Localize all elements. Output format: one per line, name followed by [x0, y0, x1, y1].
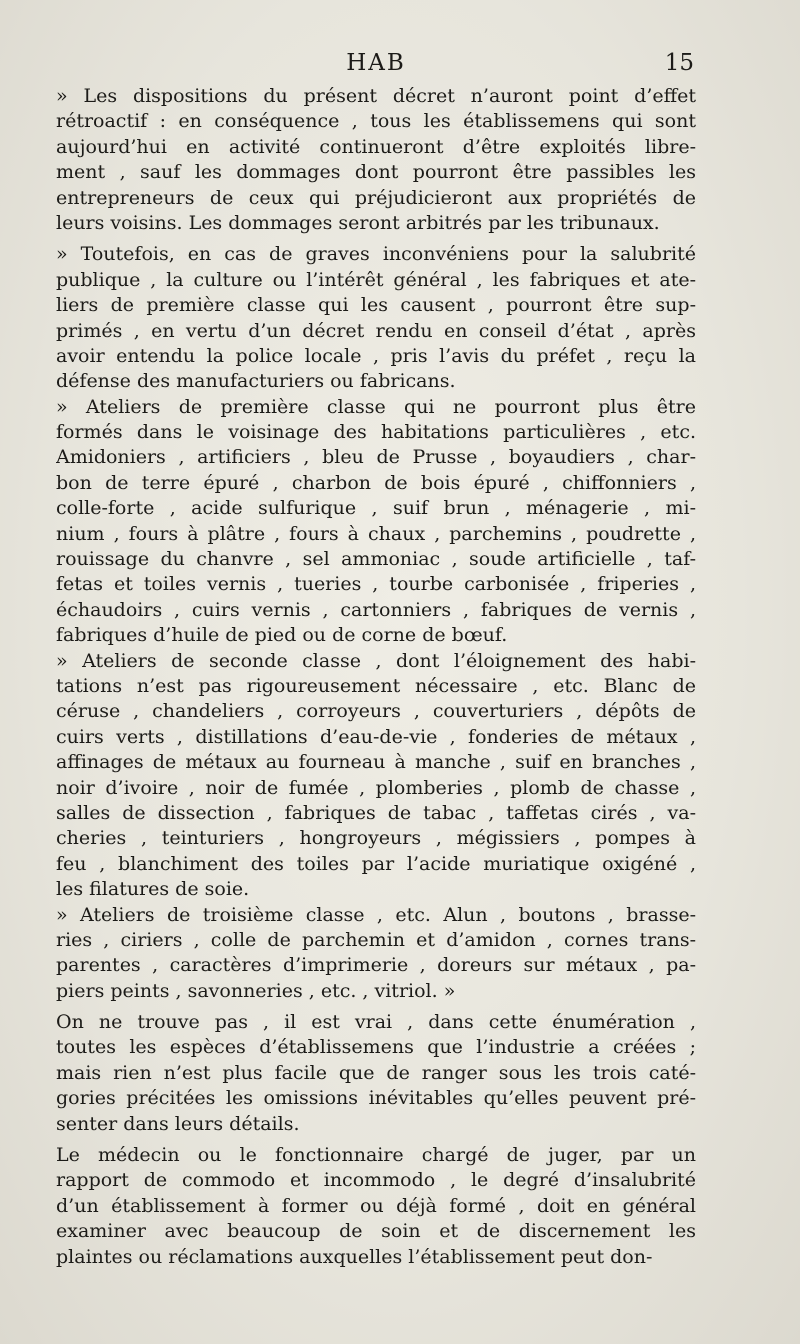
paragraph: [56, 84, 696, 236]
text-line: cheries , teinturiers , hongroyeurs , mégissiers , pompes à: [56, 827, 696, 850]
text-line: piers peints , savonneries , etc. , vitriol. »: [56, 979, 456, 1002]
running-title: HAB: [346, 50, 406, 76]
text-line: cuirs verts , distillations d’eau-de-vie , fonderies de métaux ,: [56, 725, 696, 748]
text-line: mais rien n’est plus facile que de ranger sous les trois caté-: [56, 1061, 696, 1084]
text-line: parentes , caractères d’imprimerie , doreurs sur métaux , pa-: [56, 954, 696, 977]
paragraph: [56, 242, 696, 394]
text-line: colle-forte , acide sulfurique , suif brun , ménagerie , mi-: [56, 497, 696, 520]
page-number: 15: [664, 50, 694, 76]
paragraph: [56, 903, 696, 1005]
text-line: salles de dissection , fabriques de tabac , taffetas cirés , va-: [56, 801, 696, 824]
text-line: bon de terre épuré , charbon de bois épuré , chiffonniers ,: [56, 471, 696, 494]
text-line: fabriques d’huile de pied ou de corne de bœuf.: [56, 624, 508, 647]
text-line: plaintes ou réclamations auxquelles l’établissement peut don-: [56, 1245, 653, 1268]
text-line: les filatures de soie.: [56, 878, 250, 901]
text-line: ment , sauf les dommages dont pourront être passibles les: [56, 161, 696, 184]
paragraph: [56, 649, 696, 903]
paragraph: [56, 1143, 696, 1270]
text-line: Le médecin ou le fonctionnaire chargé de juger, par un: [56, 1144, 696, 1167]
text-line: primés , en vertu d’un décret rendu en conseil d’état , après: [56, 319, 696, 342]
text-line: entrepreneurs de ceux qui préjudicieront aux propriétés de: [56, 186, 696, 209]
text-line: » Ateliers de première classe qui ne pourront plus être: [56, 395, 696, 418]
text-line: noir d’ivoire , noir de fumée , plomberies , plomb de chasse ,: [56, 776, 696, 799]
text-line: céruse , chandeliers , corroyeurs , couverturiers , dépôts de: [56, 700, 696, 723]
text-line: leurs voisins. Les dommages seront arbitrés par les tribunaux.: [56, 211, 660, 234]
text-line: Amidoniers , artificiers , bleu de Prusse , boyaudiers , char-: [56, 446, 696, 469]
text-line: gories précitées les omissions inévitables qu’elles peuvent pré-: [56, 1087, 696, 1110]
text-line: » Ateliers de troisième classe , etc. Alun , boutons , brasse-: [56, 903, 696, 926]
page-body: [56, 84, 696, 1270]
text-line: tations n’est pas rigoureusement nécessaire , etc. Blanc de: [56, 674, 696, 697]
text-line: On ne trouve pas , il est vrai , dans cette énumération ,: [56, 1011, 696, 1034]
text-line: toutes les espèces d’établissemens que l’industrie a créées ;: [56, 1036, 696, 1059]
text-line: échaudoirs , cuirs vernis , cartonniers , fabriques de vernis ,: [56, 598, 696, 621]
text-line: affinages de métaux au fourneau à manche , suif en branches ,: [56, 751, 696, 774]
text-line: aujourd’hui en activité continueront d’être exploités libre-: [56, 135, 696, 158]
text-line: nium , fours à plâtre , fours à chaux , parchemins , poudrette ,: [56, 522, 696, 545]
text-line: » Toutefois, en cas de graves inconvéniens pour la salubrité: [56, 243, 696, 266]
text-line: défense des manufacturiers ou fabricans.: [56, 370, 456, 393]
text-line: examiner avec beaucoup de soin et de discernement les: [56, 1220, 696, 1243]
text-line: feu , blanchiment des toiles par l’acide muriatique oxigéné ,: [56, 852, 696, 875]
text-line: fetas et toiles vernis , tueries , tourbe carbonisée , friperies ,: [56, 573, 696, 596]
text-line: d’un établissement à former ou déjà formé , doit en général: [56, 1194, 696, 1217]
running-head: [56, 50, 696, 82]
text-line: rapport de commodo et incommodo , le degré d’insalubrité: [56, 1169, 696, 1192]
text-line: formés dans le voisinage des habitations particulières , etc.: [56, 421, 696, 444]
text-line: ries , ciriers , colle de parchemin et d’amidon , cornes trans-: [56, 928, 696, 951]
text-line: liers de première classe qui les causent , pourront être sup-: [56, 294, 696, 317]
text-line: avoir entendu la police locale , pris l’avis du préfet , reçu la: [56, 344, 696, 367]
paragraph: [56, 1010, 696, 1137]
text-line: senter dans leurs détails.: [56, 1112, 300, 1135]
text-line: rétroactif : en conséquence , tous les établissemens qui sont: [56, 110, 696, 133]
text-line: rouissage du chanvre , sel ammoniac , soude artificielle , taf-: [56, 548, 696, 571]
paragraph: [56, 395, 696, 649]
text-line: » Les dispositions du présent décret n’auront point d’effet: [56, 85, 696, 107]
text-line: publique , la culture ou l’intérêt général , les fabriques et ate-: [56, 268, 696, 291]
text-line: » Ateliers de seconde classe , dont l’éloignement des habi-: [56, 649, 696, 672]
